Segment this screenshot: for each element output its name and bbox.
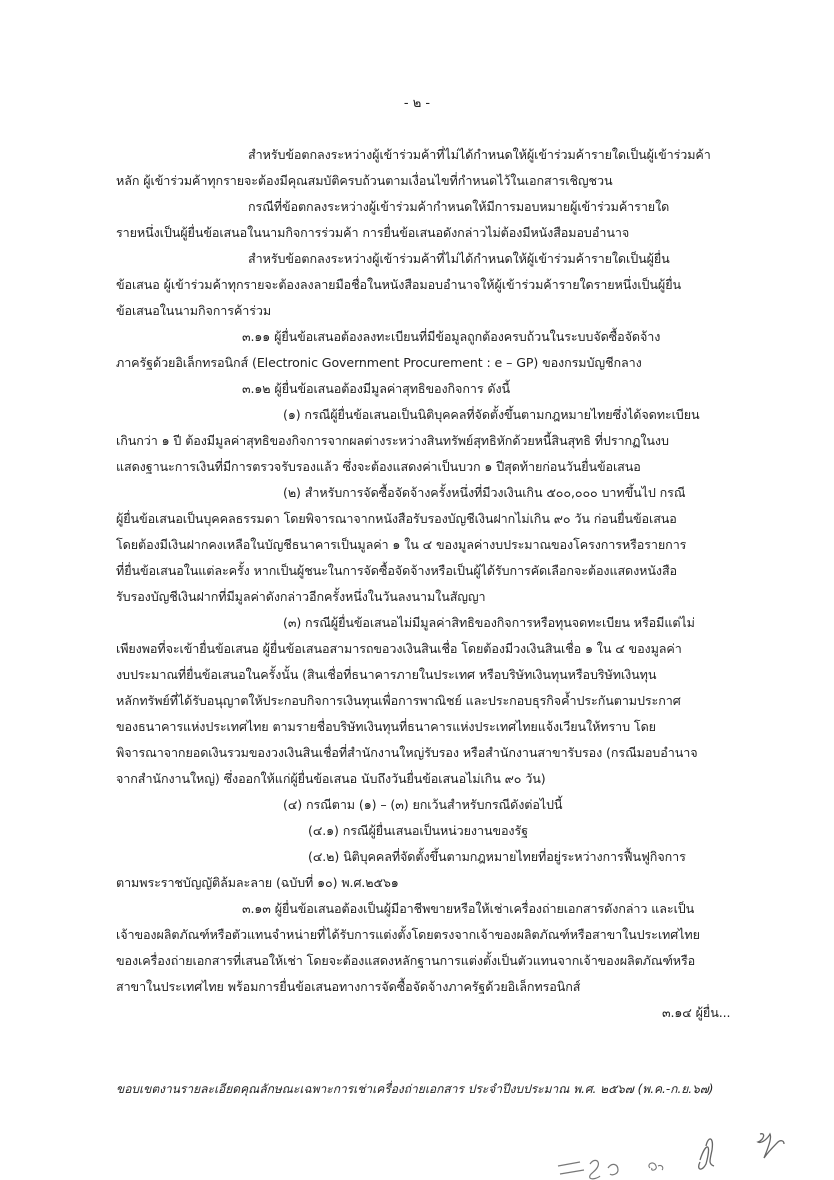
body-line: (๒) สำหรับการจัดซื้อจัดจ้างครั้งหนึ่งที่มีวงเงินเกิน ๕๐๐,๐๐๐ บาทขึ้นไป กรณี bbox=[283, 485, 686, 500]
body-line: ข้อเสนอในนามกิจการค้าร่วม bbox=[116, 303, 272, 318]
body-line: ๓.๑๑ ผู้ยื่นข้อเสนอต้องลงทะเบียนที่มีข้อมูลถูกต้องครบถ้วนในระบบจัดซื้อจัดจ้าง bbox=[242, 329, 661, 344]
body-line: ตามพระราชบัญญัติล้มละลาย (ฉบับที่ ๑๐) พ.ศ.๒๕๖๑ bbox=[116, 875, 399, 890]
body-line: รับรองบัญชีเงินฝากที่มีมูลค่าดังกล่าวอีกครั้งหนึ่งในวันลงนามในสัญญา bbox=[116, 589, 486, 604]
body-line: รายหนึ่งเป็นผู้ยื่นข้อเสนอในนามกิจการร่วมค้า การยื่นข้อเสนอดังกล่าวไม่ต้องมีหนังสือมอบอำนาจ bbox=[116, 225, 630, 240]
body-line: สาขาในประเทศไทย พร้อมการยื่นข้อเสนอทางการจัดซื้อจัดจ้างภาครัฐด้วยอิเล็กทรอนิกส์ bbox=[116, 979, 581, 994]
body-line: เจ้าของผลิตภัณฑ์หรือตัวแทนจำหน่ายที่ได้รับการแต่งตั้งโดยตรงจากเจ้าของผลิตภัณฑ์หรือสาขาในประเทศไทย bbox=[116, 927, 700, 942]
body-line: จากสำนักงานใหญ่) ซึ่งออกให้แก่ผู้ยื่นข้อเสนอ นับถึงวันยื่นข้อเสนอไม่เกิน ๙๐ วัน) bbox=[116, 771, 546, 786]
continuation-line: ๓.๑๔ ผู้ยื่น... bbox=[662, 1005, 731, 1020]
body-line: หลักทรัพย์ที่ได้รับอนุญาตให้ประกอบกิจการเงินทุนเพื่อการพาณิชย์ และประกอบธุรกิจค้ำประกันตามประกาศ bbox=[116, 693, 681, 708]
body-line: ภาครัฐด้วยอิเล็กทรอนิกส์ (Electronic Government Procurement : e – GP) ของกรมบัญชีกลาง bbox=[116, 355, 642, 370]
body-line: (๔.๒) นิติบุคคลที่จัดตั้งขึ้นตามกฎหมายไทยที่อยู่ระหว่างการฟื้นฟูกิจการ bbox=[308, 849, 686, 864]
body-line: สำหรับข้อตกลงระหว่างผู้เข้าร่วมค้าที่ไม่ได้กำหนดให้ผู้เข้าร่วมค้ารายใดเป็นผู้ยื่น bbox=[248, 251, 670, 266]
body-line: กรณีที่ข้อตกลงระหว่างผู้เข้าร่วมค้ากำหนดให้มีการมอบหมายผู้เข้าร่วมค้ารายใด bbox=[248, 199, 670, 214]
body-line: ข้อเสนอ ผู้เข้าร่วมค้าทุกรายจะต้องลงลายมือชื่อในหนังสือมอบอำนาจให้ผู้เข้าร่วมค้ารายใดรายหนึ่งเป็นผู้ยื่น bbox=[116, 277, 681, 292]
body-line: พิจารณาจากยอดเงินรวมของวงเงินสินเชื่อที่สำนักงานใหญ่รับรอง หรือสำนักงานสาขารับรอง (กรณีมอบอำนาจ bbox=[116, 745, 698, 760]
body-line: หลัก ผู้เข้าร่วมค้าทุกรายจะต้องมีคุณสมบัติครบถ้วนตามเงื่อนไขที่กำหนดไว้ในเอกสารเชิญชวน bbox=[116, 173, 613, 188]
footer-caption: ขอบเขตงานรายละเอียดคุณลักษณะเฉพาะการเช่าเครื่องถ่ายเอกสาร ประจำปีงบประมาณ พ.ศ. ๒๕๖๗ (พ.ค.-ก.ย.๖๗) bbox=[116, 1082, 714, 1096]
body-line: เพียงพอที่จะเข้ายื่นข้อเสนอ ผู้ยื่นข้อเสนอสามารถขอวงเงินสินเชื่อ โดยต้องมีวงเงินสินเชื่อ ๑ ใน ๔ ของมูลค่า bbox=[116, 641, 682, 656]
body-line: ๓.๑๓ ผู้ยื่นข้อเสนอต้องเป็นผู้มีอาชีพขายหรือให้เช่าเครื่องถ่ายเอกสารดังกล่าว และเป็น bbox=[242, 901, 695, 916]
body-line: ที่ยื่นข้อเสนอในแต่ละครั้ง หากเป็นผู้ชนะในการจัดซื้อจัดจ้างหรือเป็นผู้ได้รับการคัดเลือกจะต้องแสดงหนังสือ bbox=[116, 563, 677, 578]
body-line: สำหรับข้อตกลงระหว่างผู้เข้าร่วมค้าที่ไม่ได้กำหนดให้ผู้เข้าร่วมค้ารายใดเป็นผู้เข้าร่วมค้า bbox=[248, 147, 711, 162]
body-line: ของธนาคารแห่งประเทศไทย ตามรายชื่อบริษัทเงินทุนที่ธนาคารแห่งประเทศไทยแจ้งเวียนให้ทราบ โดย bbox=[116, 719, 656, 734]
body-line: (๓) กรณีผู้ยื่นข้อเสนอไม่มีมูลค่าสิทธิของกิจการหรือทุนจดทะเบียน หรือมีแต่ไม่ bbox=[283, 615, 695, 630]
body-line: แสดงฐานะการเงินที่มีการตรวจรับรองแล้ว ซึ่งจะต้องแสดงค่าเป็นบวก ๑ ปีสุดท้ายก่อนวันยื่นข้อเสนอ bbox=[116, 459, 641, 474]
body-line: (๔.๑) กรณีผู้ยื่นเสนอเป็นหน่วยงานของรัฐ bbox=[308, 823, 528, 838]
body-line: เกินกว่า ๑ ปี ต้องมีมูลค่าสุทธิของกิจการจากผลต่างระหว่างสินทรัพย์สุทธิหักด้วยหนี้สินสุทธิ ที่ปรากฏในงบ bbox=[116, 433, 669, 448]
handwritten-initials bbox=[550, 1120, 810, 1180]
body-line: ผู้ยื่นข้อเสนอเป็นบุคคลธรรมดา โดยพิจารณาจากหนังสือรับรองบัญชีเงินฝากไม่เกิน ๙๐ วัน ก่อนยื่นข้อเสนอ bbox=[116, 511, 677, 526]
body-line: โดยต้องมีเงินฝากคงเหลือในบัญชีธนาคารเป็นมูลค่า ๑ ใน ๔ ของมูลค่างบประมาณของโครงการหรือรายการ bbox=[116, 537, 687, 552]
body-line: งบประมาณที่ยื่นข้อเสนอในครั้งนั้น (สินเชื่อที่ธนาคารภายในประเทศ หรือบริษัทเงินทุนหรือบริษัทเงินทุน bbox=[116, 667, 657, 682]
body-line: (๑) กรณีผู้ยื่นข้อเสนอเป็นนิติบุคคลที่จัดตั้งขึ้นตามกฎหมายไทยซึ่งได้จดทะเบียน bbox=[283, 407, 700, 422]
body-line: ๓.๑๒ ผู้ยื่นข้อเสนอต้องมีมูลค่าสุทธิของกิจการ ดังนี้ bbox=[242, 381, 511, 396]
page-number: - ๒ - bbox=[403, 96, 431, 111]
body-line: ของเครื่องถ่ายเอกสารที่เสนอให้เช่า โดยจะต้องแสดงหลักฐานการแต่งตั้งเป็นตัวแทนจากเจ้าของผลิตภัณฑ์หรือ bbox=[116, 953, 696, 968]
body-line: (๔) กรณีตาม (๑) – (๓) ยกเว้นสำหรับกรณีดังต่อไปนี้ bbox=[283, 797, 563, 812]
